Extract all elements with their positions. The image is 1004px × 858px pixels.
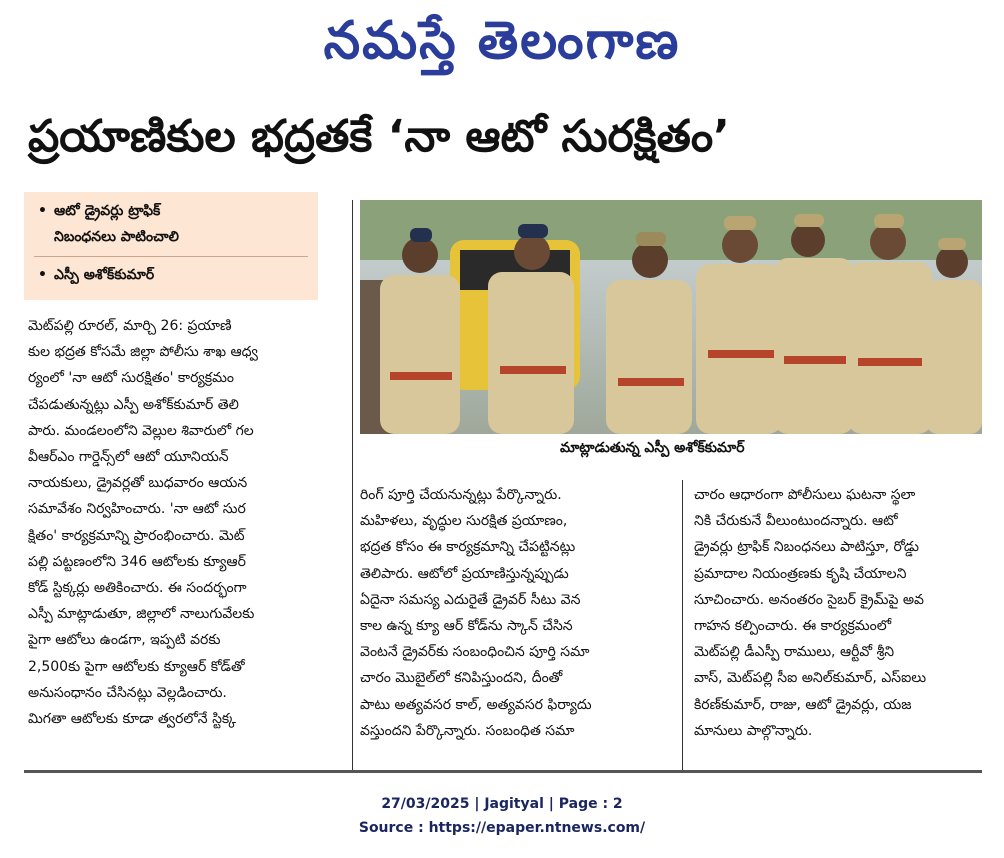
article-line: సమావేశం నిర్వహించారు. 'నా ఆటో సుర xyxy=(28,501,246,518)
article-line: రింగ్ పూర్తి చేయనున్నట్లు పేర్కొన్నారు. xyxy=(360,487,562,503)
article-line: వెంటనే డ్రైవర్‌కు సంబంధించిన పూర్తి సమా xyxy=(360,644,590,661)
highlight-text: ఎస్పీ అశోక్‌కుమార్ xyxy=(54,267,155,283)
highlight-text: ఆటో డ్రైవర్లు ట్రాఫిక్ xyxy=(54,203,161,219)
article-line: గాహన కల్పించారు. ఈ కార్యక్రమంలో xyxy=(694,618,892,635)
article-line: మిగతా ఆటోలకు కూడా త్వరలోనే స్టిక్క xyxy=(28,711,236,728)
article-column-2 xyxy=(360,482,660,744)
article-column-1 xyxy=(28,313,346,732)
article-line: వాస్, మెట్‌పల్లి సీఐ అనిల్‌కుమార్, ఎస్‌ఐలు xyxy=(694,670,927,687)
highlight-text: నిబంధనలు పాటించాలి xyxy=(54,229,179,245)
article-line: మెట్‌పల్లి డీఎస్పీ రాములు, ఆర్టీవో శ్రీని xyxy=(694,644,895,661)
article-line: డ్రైవర్లు ట్రాఫిక్ నిబంధనలు పాటిస్తూ, రోడ్డు xyxy=(694,539,920,556)
footer-date-edition: 27/03/2025 | Jagityal | Page : 2 xyxy=(381,796,623,812)
article-line: తెలిపారు. ఆటోలో ప్రయాణిస్తున్నప్పుడు xyxy=(360,565,569,582)
article-line: మహిళలు, వృద్ధుల సురక్షిత ప్రయాణం, xyxy=(360,513,568,530)
highlight-item-2 xyxy=(38,264,154,286)
news-photo xyxy=(360,200,982,434)
article-line: అనుసంధానం చేసినట్లు వెల్లడించారు. xyxy=(28,684,227,701)
photo-caption: మాట్లాడుతున్న ఎస్పీ అశోక్‌కుమార్ xyxy=(560,440,745,456)
article-line: పాటు అత్యవసర కాల్, అత్యవసర ఫిర్యాదు xyxy=(360,696,592,713)
article-line: పారు. మండలంలోని వెల్లుల శివారులో గల xyxy=(28,422,254,439)
article-line: చారం మొబైల్‌లో కనిపిస్తుందని, దీంతో xyxy=(360,670,563,687)
article-line: వస్తుందని పేర్కొన్నారు. సంబంధిత సమా xyxy=(360,722,575,739)
article-line: కోడ్ స్టిక్కర్లు అతికించారు. ఈ సందర్భంగా xyxy=(28,580,247,597)
bullet-icon: • xyxy=(38,267,47,283)
column-divider xyxy=(682,480,683,770)
article-line: ఎస్పీ మాట్లాడుతూ, జిల్లాలో నాలుగువేలకు xyxy=(28,606,255,623)
article-line: నికి చేరుకునే వీలుంటుందన్నారు. ఆటో xyxy=(694,513,898,530)
highlights-box xyxy=(24,192,318,300)
article-line: 2,500కు పైగా ఆటోలకు క్యూఆర్ కోడ్‌తో xyxy=(28,658,245,675)
article-line: మానులు పాల్గొన్నారు. xyxy=(694,722,813,739)
highlight-item-1 xyxy=(38,200,160,222)
article-line: ఏదైనా సమస్య ఎదురైతే డ్రైవర్ సీటు వెన xyxy=(360,591,581,608)
article-line: చేపడుతున్నట్లు ఎస్పీ అశోక్‌కుమార్ తెలి xyxy=(28,396,239,413)
article-line: భద్రత కోసం ఈ కార్యక్రమాన్ని చేపట్టినట్లు xyxy=(360,539,576,556)
headline: ప్రయాణికుల భద్రతకే ‘నా ఆటో సురక్షితం’ xyxy=(28,111,730,162)
article-line: కాల ఉన్న క్యూ ఆర్ కోడ్‌ను స్కాన్ చేసిన xyxy=(360,618,573,635)
article-line: చారం ఆధారంగా పోలీసులు ఘటనా స్థలా xyxy=(694,487,916,503)
article-line: క్షితం' కార్యక్రమాన్ని ప్రారంభించారు. మెట్ xyxy=(28,527,245,544)
article-line: పైగా ఆటోలు ఉండగా, ఇప్పటి వరకు xyxy=(28,632,221,649)
article-line: వీఆర్‌ఎం గార్డెన్స్‌లో ఆటో యూనియన్ xyxy=(28,449,229,466)
article-line: కిరణ్‌కుమార్, రాజు, ఆటో డ్రైవర్లు, యజ xyxy=(694,696,912,713)
article-line: పల్లి పట్టణంలోని 346 ఆటోలకు క్యూఆర్ xyxy=(28,553,246,570)
article-line: మెట్‌పల్లి రూరల్, మార్చి 26: ప్రయాణి xyxy=(28,318,232,334)
divider xyxy=(34,256,308,257)
bullet-icon: • xyxy=(38,203,47,219)
page-bottom-rule xyxy=(24,770,982,773)
footer-source: Source : https://epaper.ntnews.com/ xyxy=(358,820,646,836)
police-group-photo xyxy=(360,200,982,434)
article-line: ప్రమాదాల నియంత్రణకు కృషి చేయాలని xyxy=(694,565,907,582)
column-divider xyxy=(352,200,353,770)
masthead-logo: నమస్తే తెలంగాణ xyxy=(323,10,681,71)
article-line: ర్యంలో 'నా ఆటో సురక్షితం' కార్యక్రమం xyxy=(28,370,234,387)
article-column-3 xyxy=(694,482,984,744)
article-line: సూచించారు. అనంతరం సైబర్ క్రైమ్‌పై అవ xyxy=(694,591,924,608)
article-line: నాయకులు, డ్రైవర్లతో బుధవారం ఆయన xyxy=(28,475,248,492)
article-line: కుల భద్రత కోసమే జిల్లా పోలీసు శాఖ ఆధ్వ xyxy=(28,344,258,361)
